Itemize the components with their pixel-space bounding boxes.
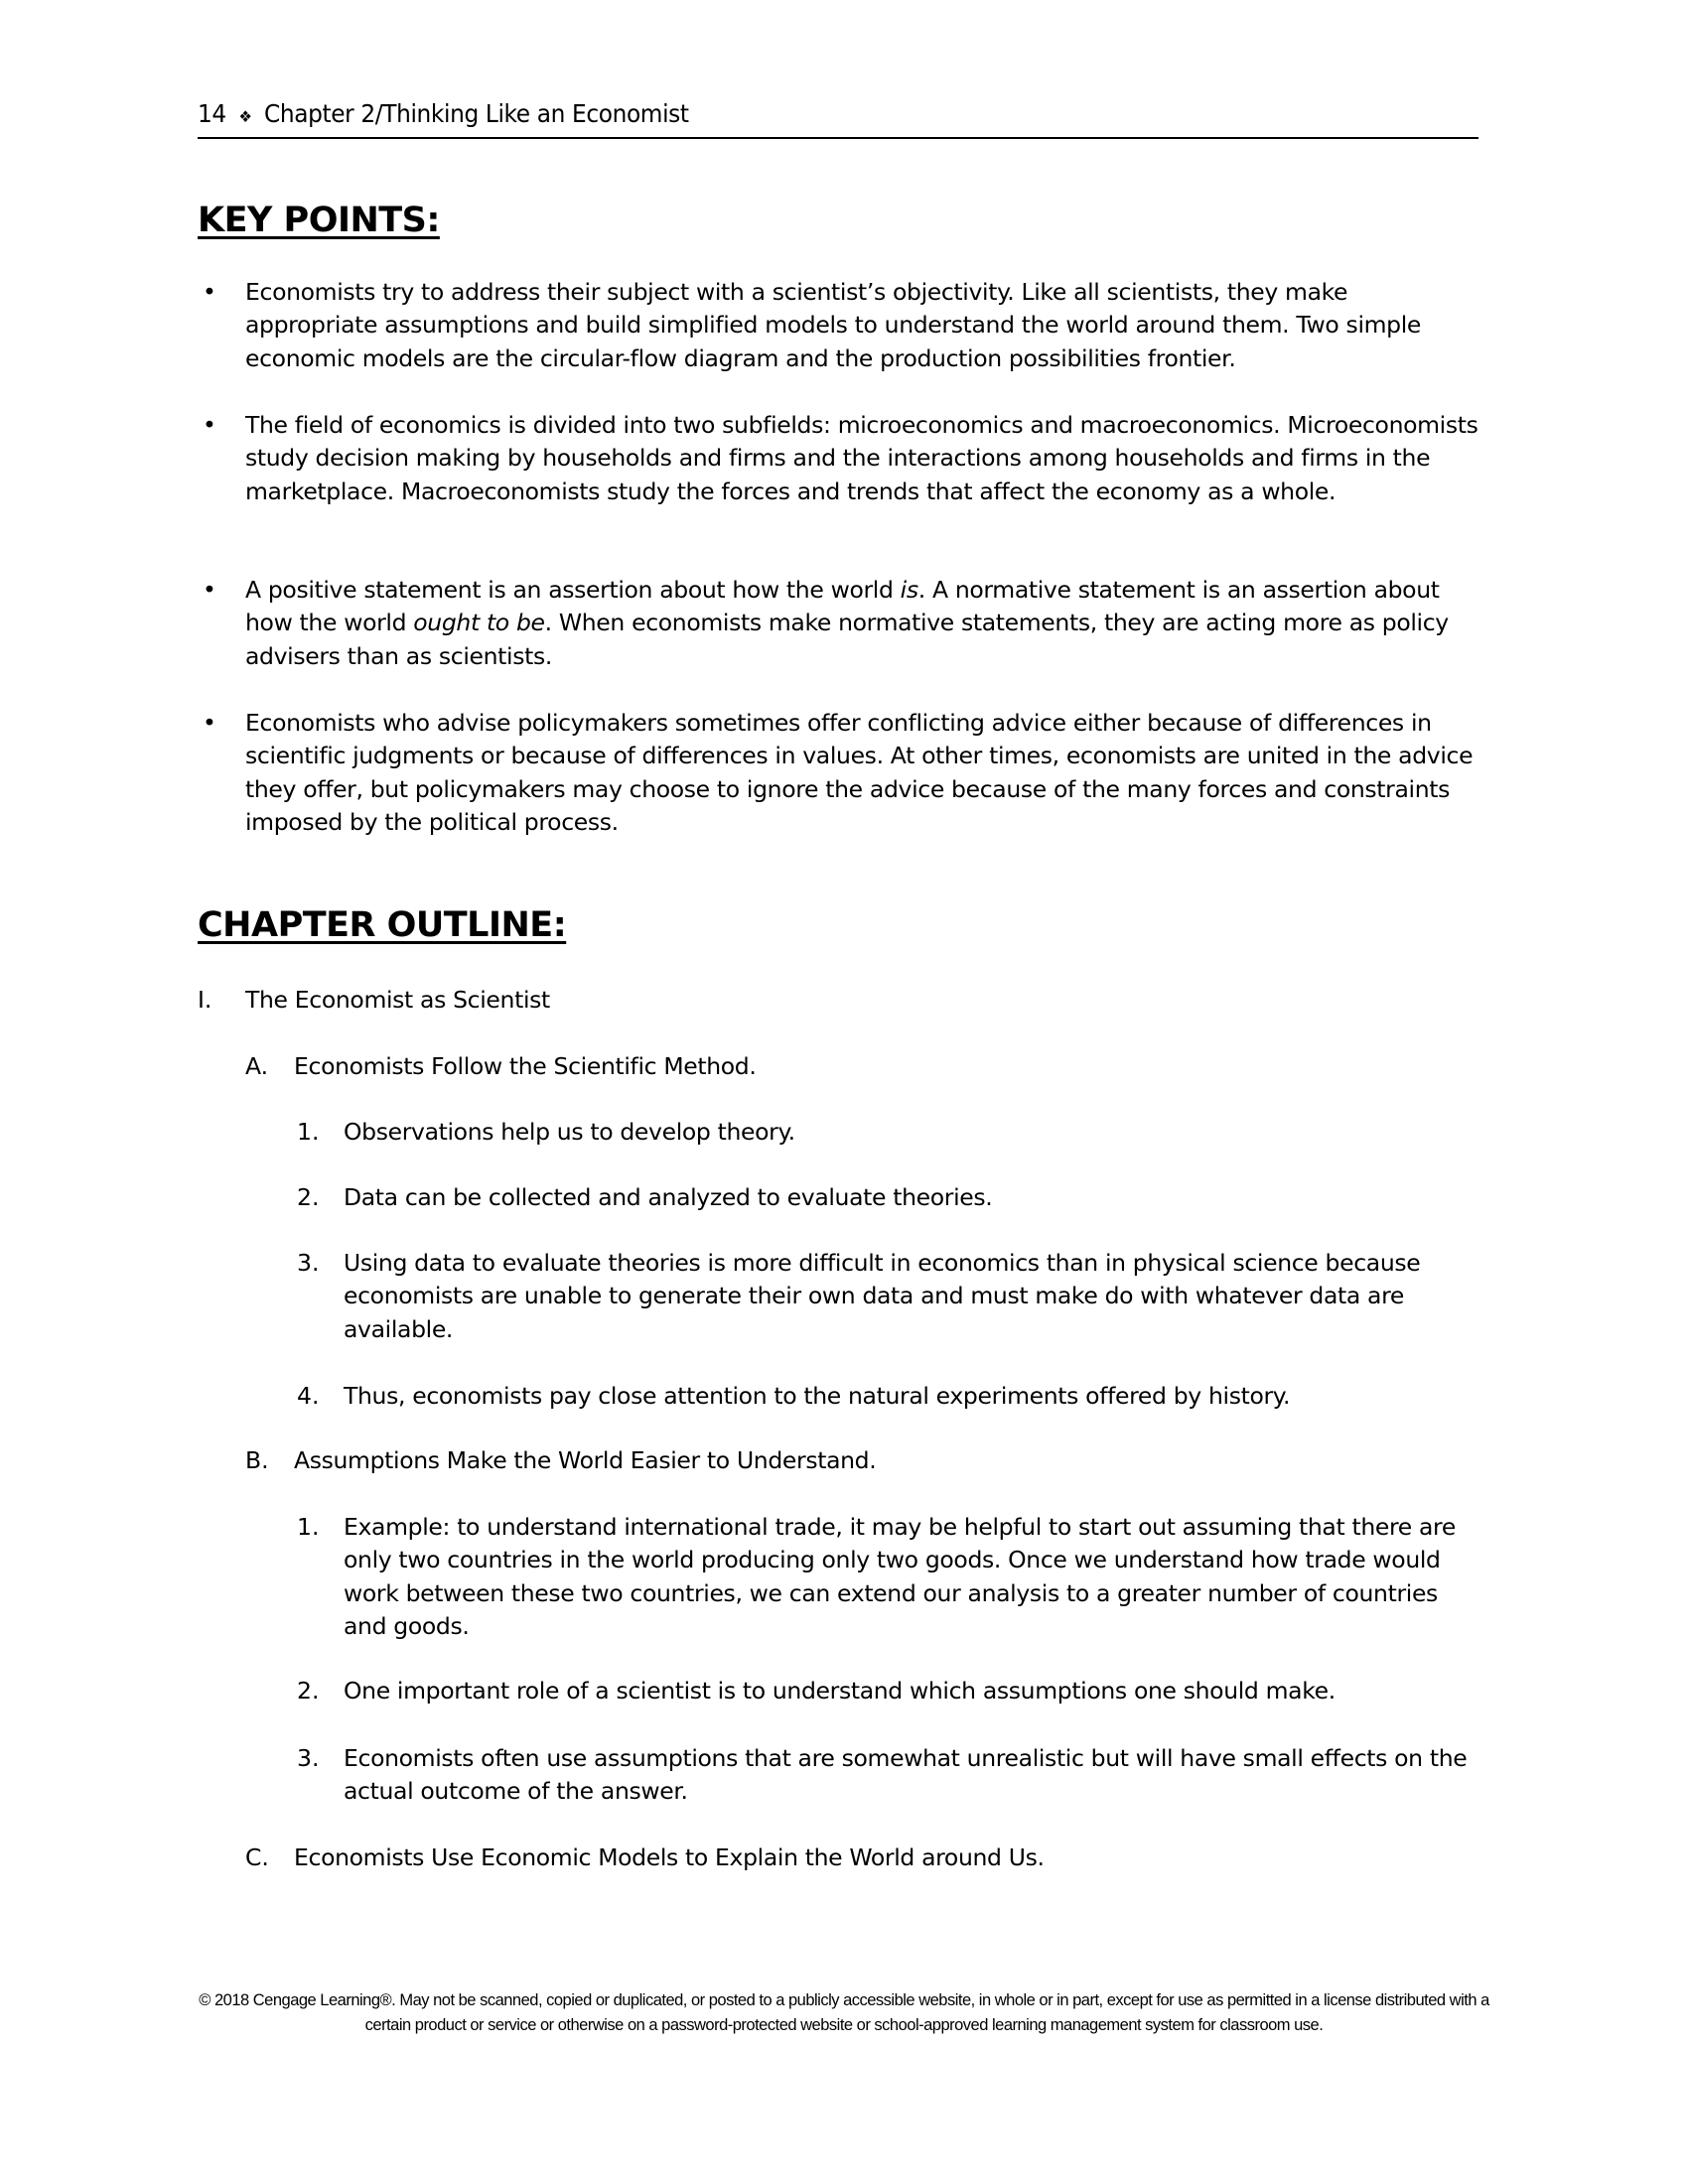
outline-label: C. — [245, 1843, 269, 1871]
outline-A: Economists Follow the Scientific Method. — [294, 1052, 757, 1080]
outline-B-3: Economists often use assumptions that are somewhat unrealistic but will have small effects on the actual outcome of the answer. — [344, 1744, 1468, 1806]
outline-B: Assumptions Make the World Easier to Understand. — [294, 1446, 877, 1474]
outline-A-2: Data can be collected and analyzed to evaluate theories. — [344, 1183, 993, 1211]
outline-B-1: Example: to understand international trade, it may be helpful to start out assuming that there are only two countries in the world producing only two goods. Once we understand how trade would work between these two countries, we can extend our analysis to a greater number of countries and goods. — [344, 1513, 1456, 1641]
bullet-icon: • — [203, 411, 216, 439]
copyright-footer: © 2018 Cengage Learning®. May not be scanned, copied or duplicated, or posted to a publicly accessible website, in whole or in part, except for use as permitted in a license distributed with a certain product or service or otherwise on a password-protected website or school-approved learning management system for classroom use. — [199, 1991, 1489, 2034]
outline-label: I. — [198, 986, 212, 1014]
chapter-title: Chapter 2/Thinking Like an Economist — [264, 99, 689, 128]
outline-label: 4. — [297, 1382, 320, 1410]
header-rule — [198, 137, 1478, 139]
bullet-icon: • — [203, 709, 216, 737]
outline-label: 3. — [297, 1744, 320, 1772]
outline-label: A. — [245, 1052, 269, 1080]
diamond-separator-icon: ❖ — [238, 107, 252, 126]
italic-text: ought to be — [413, 609, 545, 637]
outline-B-2: One important role of a scientist is to understand which assumptions one should make. — [344, 1677, 1336, 1705]
outline-I: The Economist as Scientist — [245, 986, 550, 1014]
outline-A-4: Thus, economists pay close attention to the natural experiments offered by history. — [344, 1382, 1291, 1410]
key-point-2: The field of economics is divided into two subfields: microeconomics and macroeconomics. Microeconomists study decision making by households and firms and the interactions among households and firms in the marketplace. Macroeconomists study the forces and trends that affect the economy as a whole. — [245, 411, 1478, 505]
key-point-3 — [245, 574, 1481, 673]
outline-label: 2. — [297, 1183, 320, 1211]
key-point-4: Economists who advise policymakers sometimes offer conflicting advice either because of differences in scientific judgments or because of differences in values. At other times, economists are united in the advice they offer, but policymakers may choose to ignore the advice because of the many forces and constraints imposed by the political process. — [245, 709, 1474, 837]
outline-C: Economists Use Economic Models to Explain the World around Us. — [294, 1843, 1045, 1871]
chapter-outline-heading: CHAPTER OUTLINE: — [198, 905, 567, 945]
text: . A normative statement is an assertion about how the world — [245, 576, 1440, 637]
outline-label: 1. — [297, 1118, 320, 1146]
bullet-icon: • — [203, 278, 216, 306]
outline-A-1: Observations help us to develop theory. — [344, 1118, 795, 1146]
running-header — [198, 99, 689, 128]
key-point-1: Economists try to address their subject with a scientist’s objectivity. Like all scientists, they make appropriate assumptions and build simplified models to understand the world around them. Two simple economic models are the circular-flow diagram and the production possibilities frontier. — [245, 278, 1422, 372]
text: A positive statement is an assertion about how the world — [245, 576, 901, 604]
italic-text: is — [900, 576, 918, 604]
page-number: 14 — [198, 99, 226, 128]
text: . When economists make normative statements, they are acting more as policy advisers than as scientists. — [245, 609, 1449, 670]
outline-A-3: Using data to evaluate theories is more difficult in economics than in physical science because economists are unable to generate their own data and must make do with whatever data are available. — [344, 1249, 1421, 1343]
outline-label: 2. — [297, 1677, 320, 1705]
key-points-heading: KEY POINTS: — [198, 201, 440, 240]
outline-label: B. — [245, 1446, 269, 1474]
bullet-icon: • — [203, 576, 216, 604]
outline-label: 3. — [297, 1249, 320, 1277]
outline-label: 1. — [297, 1513, 320, 1541]
